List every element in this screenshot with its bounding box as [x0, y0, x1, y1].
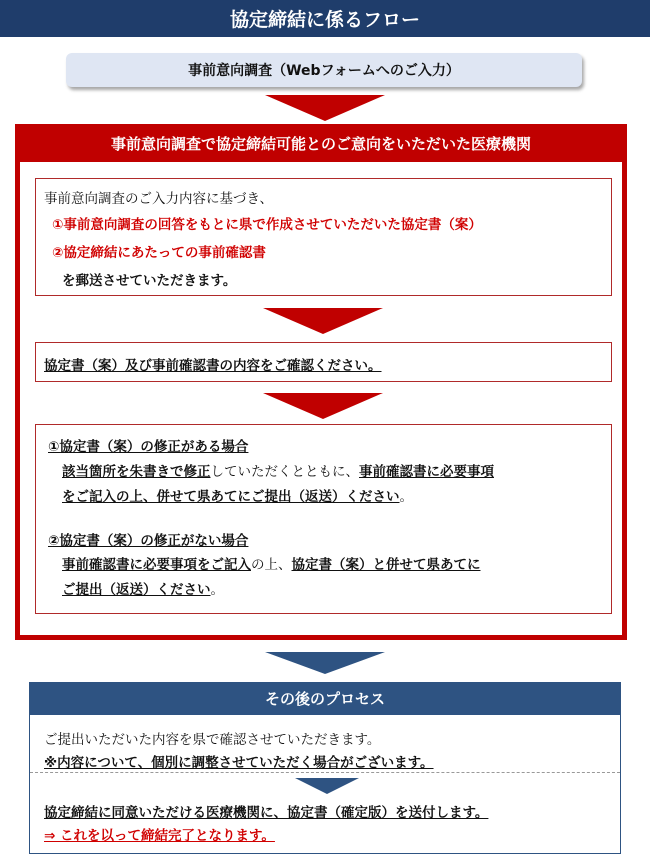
- step-webform-label: 事前意向調査（Webフォームへのご入力）: [188, 63, 460, 79]
- down-arrow-icon: [265, 95, 385, 121]
- down-arrow-icon: [295, 778, 359, 794]
- case2-line2-b: 。: [210, 582, 224, 598]
- process-line-review: ご提出いただいた内容を県で確認させていただきます。: [44, 732, 381, 748]
- case1-line1-c: 事前確認書に必要事項: [359, 464, 494, 480]
- case2-line2-a: ご提出（返送）ください: [62, 582, 211, 598]
- case2-line1-c: 協定書（案）と併せて県あてに: [291, 557, 481, 573]
- case1-line2-a: をご記入の上、併せて県あてにご提出（返送）ください: [62, 489, 400, 505]
- page-title: 協定締結に係るフロー: [229, 9, 420, 31]
- mailing-intro: 事前意向調査のご入力内容に基づき、: [44, 191, 273, 207]
- mailing-info-box: [35, 178, 612, 296]
- case1-line1-b: していただくとともに、: [210, 464, 359, 480]
- case2-line1-b: の上、: [251, 557, 292, 573]
- mailing-item-agreement-draft: ①事前意向調査の回答をもとに県で作成させていただいた協定書（案）: [52, 217, 482, 233]
- down-arrow-icon: [263, 308, 383, 334]
- red-section-header: [15, 124, 627, 162]
- process-line-adjust: ※内容について、個別に調整させていただく場合がございます。: [44, 755, 434, 771]
- case1-line1-a: 該当箇所を朱書きで修正: [62, 464, 211, 480]
- case1-line1: [62, 460, 494, 480]
- process-section-header: [29, 682, 621, 715]
- case1-title: ①協定書（案）の修正がある場合: [48, 439, 249, 455]
- case2-line1: [62, 553, 481, 573]
- mailing-closing: を郵送させていただきます。: [62, 273, 237, 289]
- process-divider: [30, 772, 620, 773]
- confirm-contents-box: [35, 342, 612, 382]
- confirm-contents-text: 協定書（案）及び事前確認書の内容をご確認ください。: [44, 358, 382, 374]
- case1-line2: [62, 485, 413, 505]
- down-arrow-icon: [265, 652, 385, 674]
- page-title-bar: [0, 0, 650, 37]
- case2-line1-a: 事前確認書に必要事項をご記入: [62, 557, 251, 573]
- process-line-complete: ⇒ これを以って締結完了となります。: [44, 828, 275, 844]
- revision-cases-box: [35, 424, 612, 614]
- process-line-send-final: 協定締結に同意いただける医療機関に、協定書（確定版）を送付します。: [44, 805, 489, 821]
- process-section-title: その後のプロセス: [264, 690, 385, 708]
- down-arrow-icon: [263, 393, 383, 419]
- case2-title: ②協定書（案）の修正がない場合: [48, 533, 249, 549]
- step-webform-box: [66, 53, 582, 87]
- mailing-item-precheck-doc: ②協定締結にあたっての事前確認書: [52, 245, 266, 261]
- case2-line2: [62, 578, 224, 598]
- case1-line2-b: 。: [399, 489, 413, 505]
- red-section-title: 事前意向調査で協定締結可能とのご意向をいただいた医療機関: [110, 134, 531, 153]
